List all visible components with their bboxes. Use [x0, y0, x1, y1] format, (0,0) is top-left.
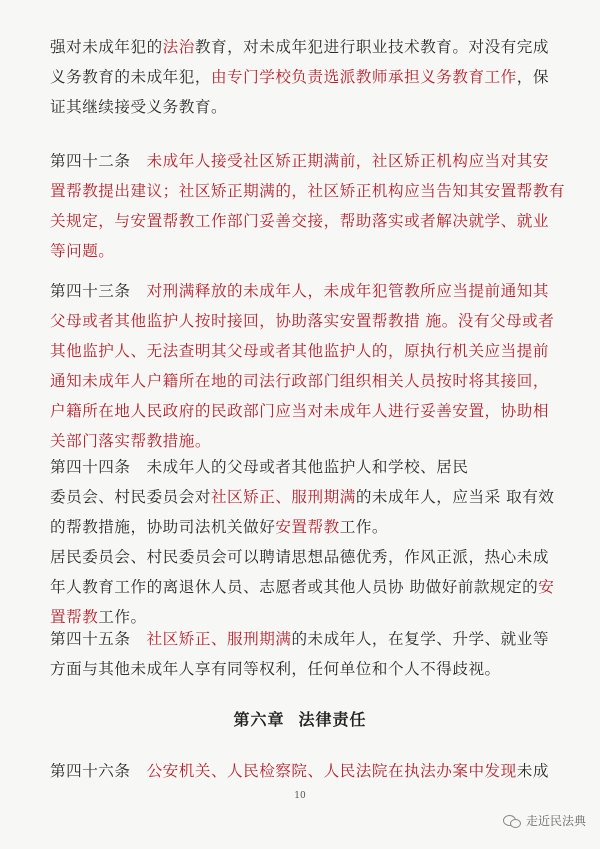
- text-line: [50, 756, 552, 786]
- text-segment: 义务教育的未成年犯，: [50, 68, 211, 86]
- highlighted-text: 未成年人接受社区矫正期满前，社区矫正机构应当对其安: [146, 152, 549, 170]
- highlighted-text: 社区矫正、服刑期满: [146, 630, 292, 648]
- text-segment: 证其继续接受义务教育。: [50, 98, 228, 116]
- chapter-title: 法律责任: [298, 710, 367, 729]
- text-line: [50, 206, 552, 236]
- text-line: [50, 92, 552, 122]
- highlighted-text: 置帮教: [50, 608, 99, 626]
- text-line: [50, 572, 555, 602]
- text-line: [50, 366, 552, 396]
- text-segment: 方面与其他未成年人享有同等权利，任何单位和个人不得歧视。: [50, 660, 501, 678]
- wechat-icon: [503, 814, 521, 828]
- text-line: [50, 306, 555, 336]
- highlighted-text: 置帮教提出建议；社区矫正期满的，社区矫正机构应当告知其安置帮教有: [50, 182, 566, 200]
- text-line: [50, 336, 552, 366]
- text-line: [50, 176, 566, 206]
- text-segment: ，保: [516, 68, 549, 86]
- highlighted-text: 法治: [162, 38, 195, 56]
- watermark: [503, 812, 586, 829]
- article-46: [50, 756, 552, 786]
- highlighted-text: 户籍所在地人民政府的民政部门应当对未成年人进行妥善安置，协助相: [50, 402, 549, 420]
- highlighted-text: 公安机关、人民检察院、人民法院在执法办案中发现: [146, 762, 517, 780]
- text-segment: 强对未成年犯的: [50, 38, 163, 56]
- text-line: [50, 452, 552, 482]
- text-segment: 工作。: [339, 518, 389, 536]
- text-line: [50, 146, 552, 176]
- text-segment: 工作。: [98, 608, 147, 626]
- text-line: [50, 542, 552, 572]
- text-segment: 第四十四条 未成年人的父母或者其他监护人和学校、居民: [50, 458, 469, 476]
- text-line: [50, 396, 552, 426]
- highlighted-text: 等问题。: [50, 242, 115, 260]
- text-segment: 居民委员会、村民委员会可以聘请思想品德优秀，作风正派，热心未成: [50, 548, 549, 566]
- watermark-text: 走近民法典: [525, 814, 586, 828]
- article-45: [50, 624, 552, 684]
- text-segment: 第四十五条: [50, 630, 147, 648]
- chapter-heading: [0, 707, 600, 730]
- highlighted-text: 由专门学校负责选派教师承担义务教育工作: [210, 68, 517, 86]
- text-segment: 第四十二条: [50, 152, 147, 170]
- article-44: [50, 452, 555, 632]
- paragraph-continuation: [50, 32, 552, 122]
- text-segment: 年人教育工作的离退休人员、志愿者或其他人员协 助做好前款规定的: [50, 578, 539, 596]
- chapter-number: 第六章: [233, 710, 285, 729]
- text-segment: 的未成年人，在复学、升学、就业等: [291, 630, 549, 648]
- highlighted-text: 通知未成年人户籍所在地的司法行政部门组织相关人员按时将其接回，: [50, 372, 549, 390]
- text-segment: 未成: [516, 762, 549, 780]
- article-42: [50, 146, 566, 266]
- highlighted-text: 关规定，与安置帮教工作部门妥善交接，帮助落实或者解决就学、就业: [50, 212, 549, 230]
- article-43: [50, 276, 555, 456]
- text-segment: 的未成年人，应当采 取有效: [355, 488, 555, 506]
- highlighted-text: 安: [538, 578, 555, 596]
- text-segment: 的帮教措施，协助司法机关做好: [50, 518, 276, 536]
- text-line: [50, 236, 552, 266]
- highlighted-text: 父母或者其他监护人按时接回，协助落实安置帮教措 施。没有父母或者: [50, 312, 555, 330]
- text-segment: 委员会、村民委员会对: [50, 488, 211, 506]
- text-segment: 第四十三条: [50, 282, 147, 300]
- text-line: [50, 276, 552, 306]
- highlighted-text: 其他监护人、无法查明其父母或者其他监护人的，原执行机关应当提前: [50, 342, 549, 360]
- text-line: [50, 62, 552, 92]
- highlighted-text: 对刑满释放的未成年人，未成年犯管教所应当提前通知其: [146, 282, 549, 300]
- highlighted-text: 社区矫正、服刑期满: [210, 488, 356, 506]
- text-line: [50, 654, 552, 684]
- text-segment: 教育，对未成年犯进行职业技术教育。对没有完成: [194, 38, 549, 56]
- text-line: [50, 624, 552, 654]
- text-line: [50, 482, 555, 512]
- text-segment: 第四十六条: [50, 762, 147, 780]
- text-line: [50, 512, 552, 542]
- page-number: 10: [294, 791, 306, 801]
- highlighted-text: 安置帮教: [275, 518, 340, 536]
- text-line: [50, 32, 552, 62]
- highlighted-text: 关部门落实帮教措施。: [50, 432, 211, 450]
